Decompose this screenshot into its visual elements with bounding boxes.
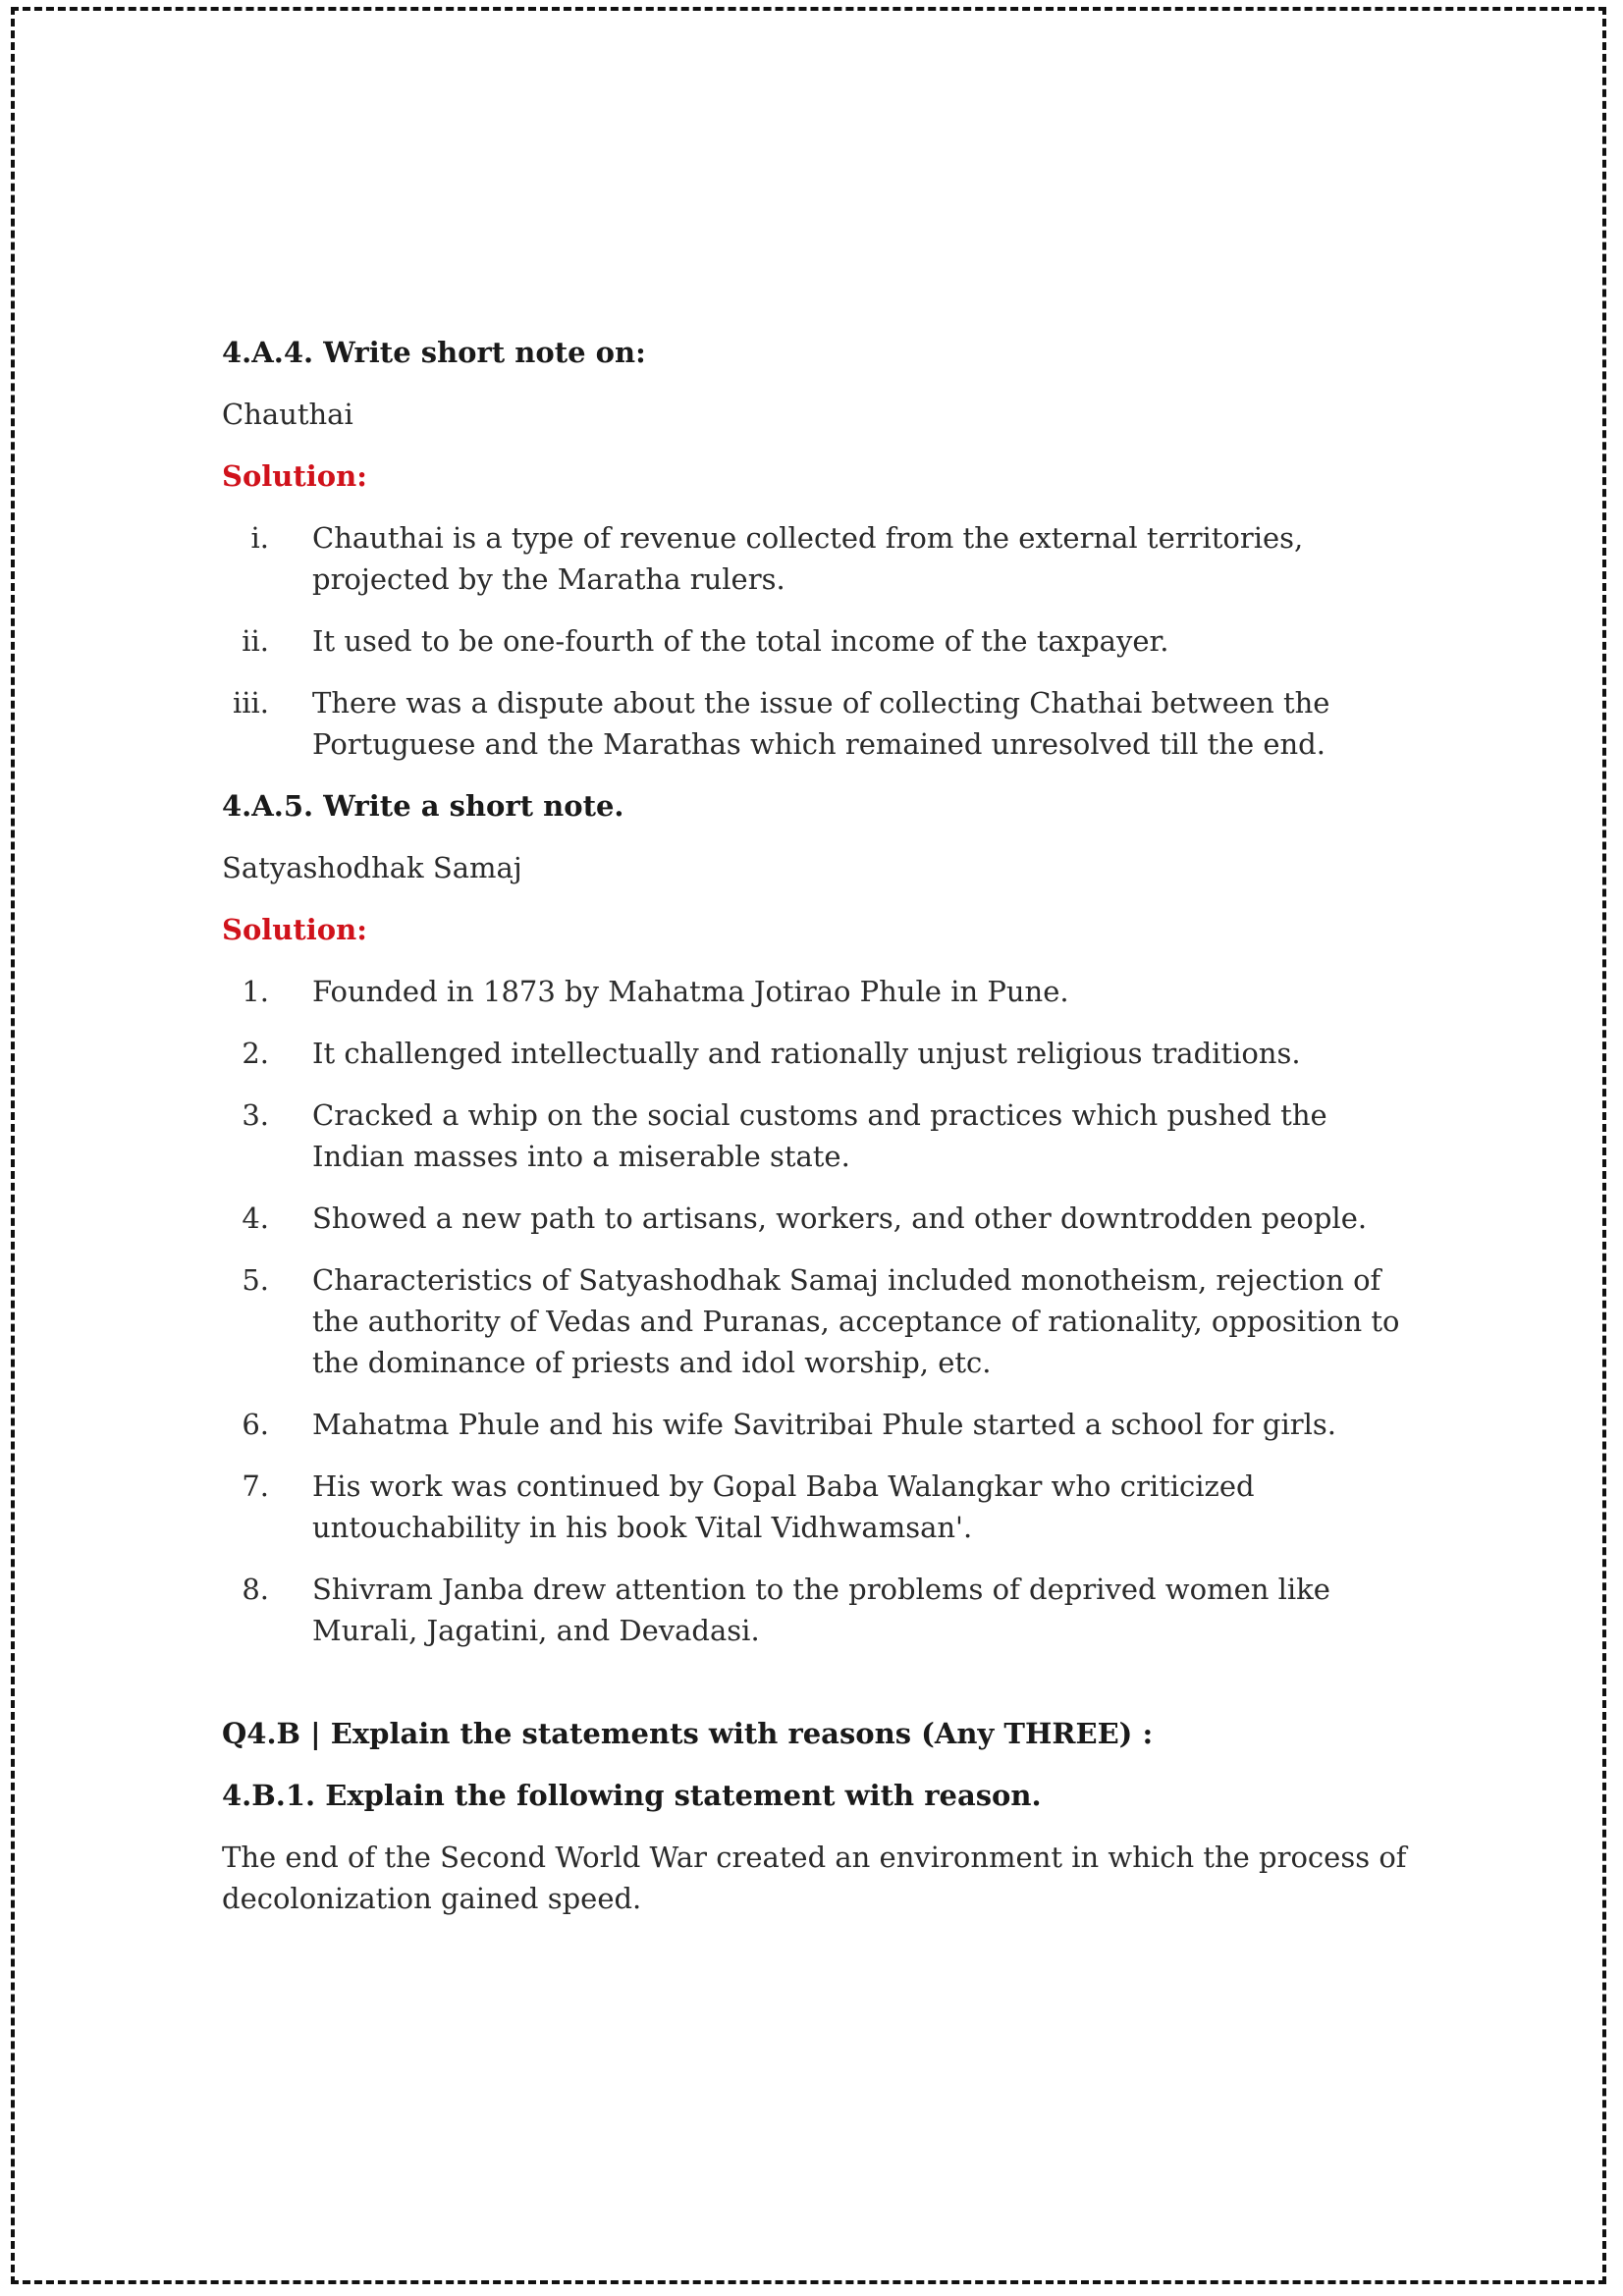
list-item-text: It challenged intellectually and rationally unjust religious traditions. xyxy=(312,1037,1301,1070)
question-heading-4a5: 4.A.5. Write a short note. xyxy=(222,789,624,823)
list-item xyxy=(222,1569,1410,1651)
list-marker: 1. xyxy=(242,975,269,1008)
list-item xyxy=(222,620,1410,662)
question-topic-4a5: Satyashodhak Samaj xyxy=(222,851,522,884)
list-marker: 2. xyxy=(242,1037,269,1070)
list-item-text: Chauthai is a type of revenue collected from the external territories, projected by the Maratha rulers. xyxy=(312,521,1304,596)
document-content xyxy=(222,332,1410,1919)
list-item xyxy=(222,682,1410,765)
list-item-text: His work was continued by Gopal Baba Walangkar who criticized untouchability in his book Vital Vidhwamsan'. xyxy=(312,1469,1255,1544)
list-item xyxy=(222,971,1410,1012)
list-item-text: There was a dispute about the issue of collecting Chathai between the Portuguese and the Marathas which remained unresolved till the end. xyxy=(312,686,1330,761)
list-item-text: Shivram Janba drew attention to the problems of deprived women like Murali, Jagatini, and Devadasi. xyxy=(312,1573,1330,1647)
question-statement-4b1: The end of the Second World War created an environment in which the process of decolonization gained speed. xyxy=(222,1841,1407,1915)
list-item xyxy=(222,1404,1410,1445)
list-item xyxy=(222,1198,1410,1239)
list-item-text: Characteristics of Satyashodhak Samaj included monotheism, rejection of the authority of Vedas and Puranas, acceptance of rationality, opposition to the dominance of priests and idol worship, etc. xyxy=(312,1263,1400,1379)
list-item xyxy=(222,1033,1410,1074)
list-marker: 3. xyxy=(242,1098,269,1132)
question-heading-4b1: 4.B.1. Explain the following statement with reason. xyxy=(222,1779,1042,1812)
question-topic-4a4: Chauthai xyxy=(222,398,353,431)
section-heading-q4b: Q4.B | Explain the statements with reasons (Any THREE) : xyxy=(222,1717,1154,1750)
list-item-text: Cracked a whip on the social customs and practices which pushed the Indian masses into a miserable state. xyxy=(312,1098,1327,1173)
list-item-text: It used to be one-fourth of the total income of the taxpayer. xyxy=(312,624,1169,658)
list-marker: 7. xyxy=(242,1469,269,1503)
list-marker: iii. xyxy=(232,686,269,720)
solution-list-4a4 xyxy=(222,517,1410,765)
question-heading-4a4: 4.A.4. Write short note on: xyxy=(222,336,646,369)
solution-list-4a5 xyxy=(222,971,1410,1651)
list-item xyxy=(222,517,1410,600)
list-marker: i. xyxy=(250,521,269,555)
list-marker: 4. xyxy=(242,1201,269,1235)
solution-label-4a4: Solution: xyxy=(222,459,367,493)
list-item xyxy=(222,1095,1410,1177)
solution-label-4a5: Solution: xyxy=(222,913,367,946)
list-marker: 5. xyxy=(242,1263,269,1297)
list-marker: 6. xyxy=(242,1408,269,1441)
list-marker: ii. xyxy=(242,624,269,658)
list-marker: 8. xyxy=(242,1573,269,1606)
list-item xyxy=(222,1259,1410,1383)
list-item-text: Showed a new path to artisans, workers, and other downtrodden people. xyxy=(312,1201,1368,1235)
list-item-text: Founded in 1873 by Mahatma Jotirao Phule in Pune. xyxy=(312,975,1069,1008)
list-item xyxy=(222,1466,1410,1548)
list-item-text: Mahatma Phule and his wife Savitribai Phule started a school for girls. xyxy=(312,1408,1336,1441)
